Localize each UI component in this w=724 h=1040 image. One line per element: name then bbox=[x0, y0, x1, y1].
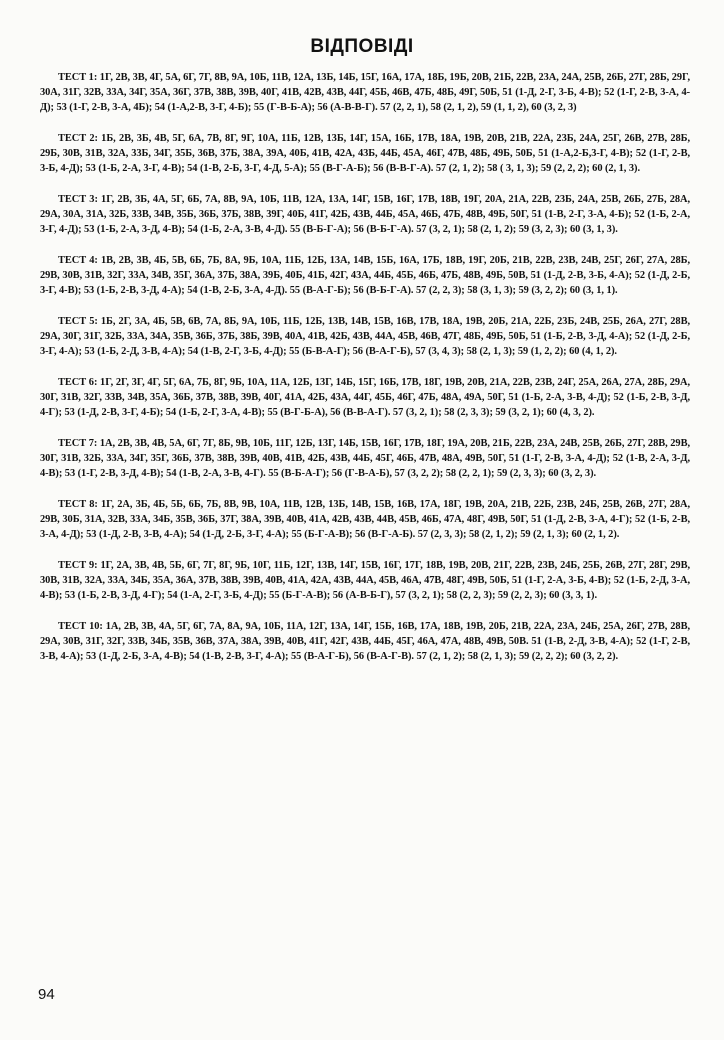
test-4-answers: ТЕСТ 4: 1В, 2В, 3В, 4Б, 5В, 6Б, 7Б, 8А, 9Б, 10А, 11Б, 12Б, 13А, 14В, 15Б, 16А, 17Б, 18В, 19Г, 20Б, 21В, 22В, 23В, 24В, 25Г, 26Г, 27А, 28Б, 29В, 30В, 31В, 32Г, 33А, 34В, 35Г, 36А, 37Б, 38А, 39Б, 40Б, 41Б, 42Г, 43А, 44Б, 45Б, 46Б, 47Б, 48В, 49Б, 50В, 51 (1-Д, 2-В, 3-Б, 4-А); 52 (1-Д, 2-Б, 3-Г, 4-В); 53 (1-Б, 2-В, 3-Д, 4-А); 54 (1-В, 2-Б, 3-А, 4-Д). 55 (В-А-Г-Б); 56 (В-Б-Г-А). 57 (2, 2, 3); 58 (3, 1, 3); 59 (3, 2, 2); 60 (3, 1, 1). bbox=[40, 255, 690, 296]
test-6-answers: ТЕСТ 6: 1Г, 2Г, 3Г, 4Г, 5Г, 6А, 7Б, 8Г, 9Б, 10А, 11А, 12Б, 13Г, 14Б, 15Г, 16Б, 17В, 18Г, 19В, 20В, 21А, 22В, 23В, 24Г, 25А, 26А, 27А, 28Б, 29А, 30Г, 31В, 32Г, 33В, 34В, 35А, 36Б, 37В, 38В, 39В, 40Г, 41А, 42Б, 43А, 44Г, 45Б, 46Г, 47Б, 48А, 49А, 50Г, 51 (1-Б, 2-А, 3-В, 4-Д); 52 (1-Б, 2-В, 3-Д, 4-Г); 53 (1-Д, 2-В, 3-Г, 4-Б); 54 (1-Б, 2-Г, 3-А, 4-В); 55 (В-Г-Б-А), 56 (В-В-А-Г). 57 (3, 2, 1); 58 (2, 3, 3); 59 (3, 2, 1); 60 (4, 3, 2). bbox=[40, 377, 690, 418]
answers-list bbox=[40, 70, 690, 680]
test-1-answers: ТЕСТ 1: 1Г, 2В, 3В, 4Г, 5А, 6Г, 7Г, 8В, 9А, 10Б, 11В, 12А, 13Б, 14Б, 15Г, 16А, 17А, 18Б, 19Б, 20В, 21Б, 22В, 23А, 24А, 25В, 26Б, 27Г, 28Б, 29Г, 30А, 31Г, 32В, 33А, 34Г, 35А, 36Г, 37В, 38В, 39В, 40Г, 41В, 42В, 43В, 44Г, 45Б, 46В, 47Б, 48Б, 49Г, 50Б, 51 (1-Д, 2-Г, 3-Б, 4-В); 52 (1-Г, 2-В, 3-А, 4-Д); 53 (1-Г, 2-В, 3-А, 4Б); 54 (1-А,2-В, 3-Г, 4-Б); 55 (Г-В-Б-А); 56 (А-В-В-Г). 57 (2, 2, 1), 58 (2, 1, 2), 59 (1, 1, 2), 60 (3, 2, 3) bbox=[40, 72, 690, 113]
test-7-answers: ТЕСТ 7: 1А, 2В, 3В, 4В, 5А, 6Г, 7Г, 8Б, 9В, 10Б, 11Г, 12Б, 13Г, 14Б, 15В, 16Г, 17В, 18Г, 19А, 20В, 21Б, 22В, 23А, 24В, 25В, 26Б, 27Г, 28В, 29В, 30Г, 31В, 32Б, 33А, 34Г, 35Г, 36Б, 37В, 38В, 39В, 40В, 41В, 42Б, 43В, 44Б, 45Г, 46Б, 47В, 48А, 49В, 50Г, 51 (1-Г, 2-В, 3-А, 4-Д); 52 (1-В, 2-А, 3-Д, 4-В); 53 (1-Г, 2-В, 3-Д, 4-В); 54 (1-В, 2-А, 3-В, 4-Г). 55 (В-Б-А-Г); 56 (Г-В-А-Б), 57 (3, 2, 2); 58 (2, 2, 1); 59 (2, 3, 3); 60 (3, 2, 3). bbox=[40, 438, 690, 479]
page-title: ВІДПОВІДІ bbox=[310, 36, 414, 57]
test-8-answers: ТЕСТ 8: 1Г, 2А, 3Б, 4Б, 5Б, 6Б, 7Б, 8В, 9В, 10А, 11В, 12В, 13Б, 14В, 15В, 16В, 17А, 18Г, 19В, 20А, 21В, 22Б, 23В, 24Б, 25В, 26В, 27Г, 28А, 29В, 30Б, 31А, 32В, 33А, 34Б, 35В, 36Б, 37Г, 38А, 39В, 40В, 41А, 42В, 43В, 44В, 45В, 46Б, 47А, 48Г, 49В, 50Г, 51 (1-Д, 2-В, 3-А, 4-Г); 52 (1-Б, 2-В, 3-А, 4-Д); 53 (1-Д, 2-В, 3-В, 4-А); 54 (1-Д, 2-Б, 3-Г, 4-А); 55 (Б-Г-А-В); 56 (В-Г-А-Б). 57 (2, 3, 3); 58 (2, 1, 2); 59 (2, 1, 3); 60 (2, 1, 2). bbox=[40, 499, 690, 540]
page-number: 94 bbox=[38, 986, 55, 1003]
test-10-answers: ТЕСТ 10: 1А, 2В, 3В, 4А, 5Г, 6Г, 7А, 8А, 9А, 10Б, 11А, 12Г, 13А, 14Г, 15Б, 16В, 17А, 18В, 19В, 20Б, 21В, 22А, 23А, 24Б, 25А, 26Г, 27В, 28В, 29А, 30В, 31Г, 32Г, 33В, 34Б, 35В, 36В, 37А, 38А, 39В, 40В, 41Г, 42Г, 43В, 44Б, 45Г, 46А, 47А, 48В, 49В, 50В. 51 (1-В, 2-Д, 3-В, 4-А); 52 (1-Г, 2-В, 3-В, 4-А); 53 (1-Д, 2-Б, 3-А, 4-В); 54 (1-В, 2-В, 3-Г, 4-А); 55 (В-А-Г-Б), 56 (В-А-Г-В). 57 (2, 1, 2); 58 (2, 1, 3); 59 (2, 2, 2); 60 (3, 2, 2). bbox=[40, 621, 690, 662]
test-5-answers: ТЕСТ 5: 1Б, 2Г, 3А, 4Б, 5В, 6В, 7А, 8Б, 9А, 10Б, 11Б, 12Б, 13В, 14В, 15В, 16В, 17В, 18А, 19В, 20Б, 21А, 22Б, 23Б, 24В, 25Б, 26А, 27Г, 28В, 29А, 30Г, 31Г, 32Б, 33А, 34А, 35В, 36Б, 37Б, 38Б, 39В, 40А, 41В, 42Б, 43В, 44А, 45В, 46В, 47Г, 48Б, 49Б, 50Б, 51 (1-Б, 2-В, 3-Д, 4-А); 52 (1-Д, 2-Б, 3-Г, 4-А); 53 (1-Б, 2-Д, 3-В, 4-А); 54 (1-В, 2-Г, 3-Б, 4-Д); 55 (Б-В-А-Г); 56 (В-А-Г-Б), 57 (3, 4, 3); 58 (2, 1, 3); 59 (1, 2, 2); 60 (4, 1, 2). bbox=[40, 316, 690, 357]
test-2-answers: ТЕСТ 2: 1Б, 2В, 3Б, 4В, 5Г, 6А, 7В, 8Г, 9Г, 10А, 11Б, 12В, 13Б, 14Г, 15А, 16Б, 17В, 18А, 19В, 20В, 21В, 22А, 23Б, 24А, 25Г, 26В, 27В, 28Б, 29Б, 30В, 31В, 32А, 33Б, 34Г, 35Б, 36В, 37Б, 38А, 39А, 40Б, 41В, 42А, 43Б, 44Б, 45А, 46Г, 47В, 48Б, 49Б, 50Б, 51 (1-А,2-Б,3-Г, 4-В); 52 (1-Г, 2-В, 3-Б, 4-Д); 53 (1-Б, 2-А, 3-Г, 4-В); 54 (1-В, 2-Б, 3-Г, 4-Д, 5-А); 55 (В-Г-А-Б); 56 (В-В-Г-А). 57 (2, 1, 2); 58 ( 3, 1, 3); 59 (2, 2, 2); 60 (2, 1, 3). bbox=[40, 133, 690, 174]
test-3-answers: ТЕСТ 3: 1Г, 2В, 3Б, 4А, 5Г, 6Б, 7А, 8В, 9А, 10Б, 11В, 12А, 13А, 14Г, 15В, 16Г, 17В, 18В, 19Г, 20А, 21А, 22В, 23Б, 24А, 25В, 26Б, 27Б, 28А, 29А, 30А, 31А, 32Б, 33В, 34В, 35Б, 36Б, 37Б, 38В, 39Г, 40Б, 41Г, 42Б, 43В, 44Б, 45А, 46Б, 47Б, 48В, 49Б, 50Г, 51 (1-В, 2-Г, 3-А, 4-Б); 52 (1-Б, 2-А, 3-Г, 4-Д); 53 (1-Б, 2-А, 3-Д, 4-В); 54 (1-Б, 2-А, 3-В, 4-Д). 55 (В-Б-Г-А); 56 (В-Б-Г-А). 57 (3, 2, 1); 58 (2, 1, 2); 59 (3, 2, 3); 60 (3, 1, 3). bbox=[40, 194, 690, 235]
test-9-answers: ТЕСТ 9: 1Г, 2А, 3В, 4В, 5Б, 6Г, 7Г, 8Г, 9Б, 10Г, 11Б, 12Г, 13В, 14Г, 15В, 16Г, 17Г, 18В, 19В, 20В, 21Г, 22В, 23В, 24Б, 25Б, 26В, 27Г, 28Г, 29В, 30В, 31В, 32А, 33А, 34Б, 35А, 36А, 37В, 38В, 39В, 40В, 41А, 42А, 43В, 44А, 45В, 46А, 47В, 48Г, 49В, 50Б, 51 (1-Г, 2-А, 3-Б, 4-В); 52 (1-Б, 2-Д, 3-А, 4-В); 53 (1-Б, 2-В, 3-Д, 4-Г); 54 (1-А, 2-Г, 3-Б, 4-Д); 55 (Б-Г-А-В); 56 (А-В-Б-Г), 57 (3, 2, 1); 58 (2, 2, 3); 59 (2, 2, 3); 60 (3, 3, 1). bbox=[40, 560, 690, 601]
